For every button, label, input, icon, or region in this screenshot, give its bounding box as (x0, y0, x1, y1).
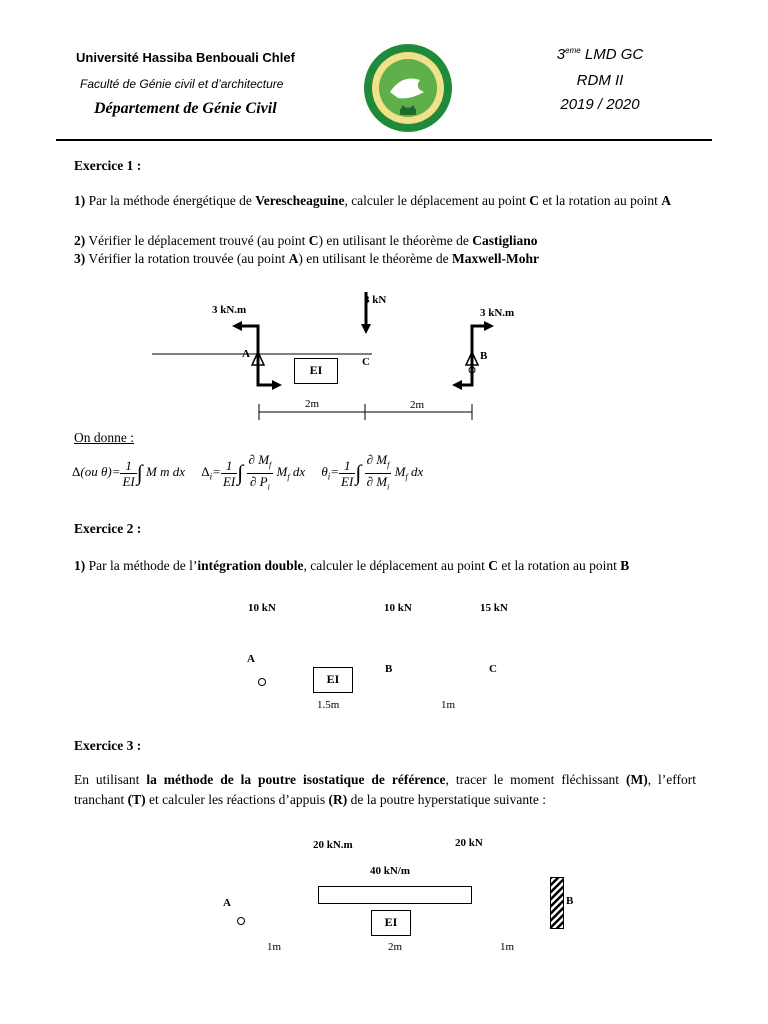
exercise-3-statement: En utilisant la méthode de la poutre isostatique de référence, tracer le moment fléchissant (M), l’effort tranchant (T) et calculer les réactions d’appuis (R) de la poutre hyperstatique suivante : (74, 772, 697, 807)
fig3-force: 20 kN (455, 837, 483, 849)
fig1-force-mid: 3 kN (364, 294, 387, 306)
exercise-2-title: Exercice 2 : (74, 521, 142, 536)
fig3-dim-3: 1m (500, 941, 515, 953)
fig1-moment-left: 3 kN.m (212, 304, 247, 316)
course-name: RDM II (576, 72, 624, 89)
exercise-1-title: Exercice 1 : (74, 158, 142, 173)
fig2-node-c: C (489, 663, 497, 675)
department-name: Département de Génie Civil (94, 100, 277, 117)
fig3-distributed-load: 40 kN/m (370, 865, 411, 877)
fig1-dim-right: 2m (410, 399, 425, 411)
fig1-node-a: A (242, 348, 250, 360)
fig3-dim-2: 2m (388, 941, 403, 953)
fig3-ei-box: EI (371, 910, 411, 936)
exercise-2-item-1: 1) Par la méthode de l’intégration double, calculer le déplacement au point C et la rotation au point B (74, 558, 630, 573)
university-name: Université Hassiba Benbouali Chlef (76, 50, 295, 65)
fig1-moment-right: 3 kN.m (480, 307, 515, 319)
academic-year: 2019 / 2020 (560, 96, 640, 113)
fig2-support-a-icon (256, 676, 268, 688)
fig2-force-2: 10 kN (384, 602, 412, 614)
exercise-3-title: Exercice 3 : (74, 738, 142, 753)
formulas: Δ(ou θ)= $\frac{1}{EI}$ ∫ M m dx $\Delta_i=$ $\frac{1}{EI}$ ∫ $\frac{\partial M_f}{\partial P_i}$ $M_f$ dx $\theta_i=$ $\frac{1}{EI}$ ∫ $\frac{\partial M_f}{\partial M_i}$ $M_f$ dx (72, 452, 424, 492)
fig3-load-rectangle (318, 886, 472, 904)
fig2-force-3: 15 kN (480, 602, 508, 614)
fig3-node-a: A (223, 897, 231, 909)
faculty-name: Faculté de Génie civil et d’architecture (80, 77, 284, 91)
fig1-ei-box: EI (294, 358, 338, 384)
fig3-support-a-icon (235, 915, 247, 927)
fig2-dim-2: 1m (441, 699, 456, 711)
fig1-dim-left: 2m (305, 398, 320, 410)
fig2-node-b: B (385, 663, 393, 675)
fig2-node-a: A (247, 653, 255, 665)
level: 3eme LMD GC (556, 46, 644, 63)
exercise-1-item-3: 3) Vérifier la rotation trouvée (au point A) en utilisant le théorème de Maxwell-Mohr (74, 251, 540, 266)
fig1-node-c: C (362, 356, 370, 368)
fig2-force-1: 10 kN (248, 602, 276, 614)
fig3-moment: 20 kN.m (313, 839, 353, 851)
fig2-dim-1: 1.5m (317, 699, 340, 711)
exercise-1-item-2: 2) Vérifier le déplacement trouvé (au point C) en utilisant le théorème de Castigliano (74, 233, 538, 248)
exercise-1-item-1: 1) Par la méthode énergétique de Verescheaguine, calculer le déplacement au point C et la rotation au point A (74, 193, 671, 208)
fig1-node-b: B (480, 350, 488, 362)
fig3-dim-1: 1m (267, 941, 282, 953)
fig3-node-b: B (566, 895, 574, 907)
given-label: On donne : (74, 430, 134, 445)
fig2-ei-box: EI (313, 667, 353, 693)
fig3-fixed-support-icon (550, 877, 564, 929)
